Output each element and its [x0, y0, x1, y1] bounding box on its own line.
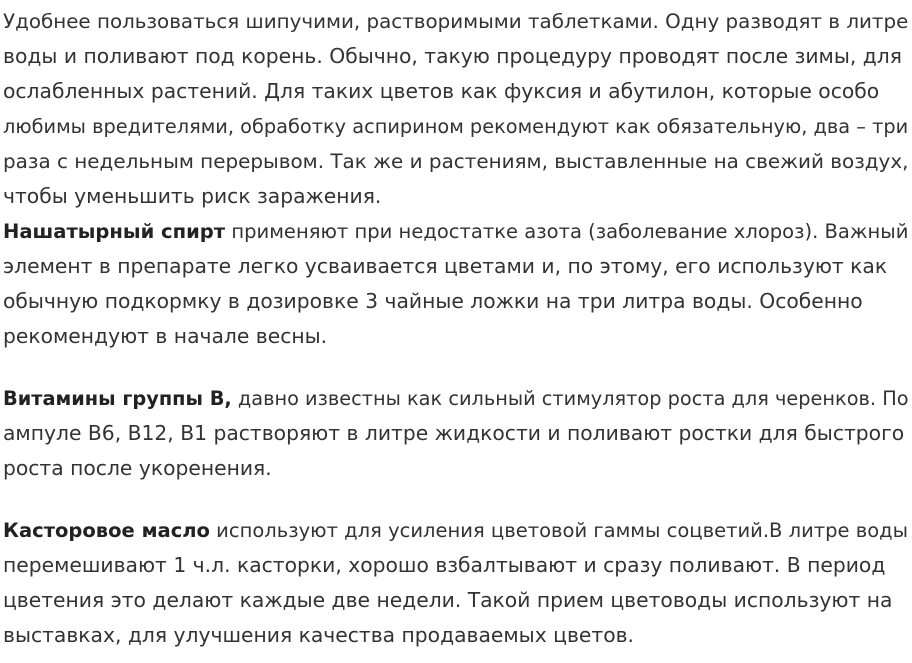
term-ammonia: Нашатырный спирт: [3, 220, 226, 243]
term-castor-oil: Касторовое масло: [3, 519, 210, 542]
term-vitamins: Витамины группы В,: [3, 387, 232, 410]
text-line: элемент в препарате легко усваивается цветами и, по этому, его используют как: [3, 254, 888, 278]
paragraph-vitamins: [3, 381, 912, 486]
text-segment: давно известны как сильный стимулятор роста для черенков. По: [231, 387, 909, 410]
text-line: обычную подкормку в дозировке 3 чайные ложки на три литра воды. Особенно: [3, 289, 863, 313]
text-line: чтобы уменьшить риск заражения.: [3, 184, 382, 208]
text-line: воды и поливают под корень. Обычно, такую процедуру проводят после зимы, для: [3, 44, 902, 68]
text-line: [3, 381, 912, 416]
text-line: любимы вредителями, обработку аспирином рекомендуют как обязательную, два – три: [3, 115, 909, 138]
text-line: ампуле В6, В12, В1 растворяют в литре жидкости и поливают ростки для быстрого: [3, 421, 905, 445]
text-line: раза с недельным перерывом. Так же и растениям, выставленные на свежий воздух,: [3, 150, 909, 173]
text-segment: используют для усиления цветовой гаммы соцветий.В литре воды: [209, 519, 909, 542]
paragraph-ammonia: [3, 214, 912, 354]
text-line: роста после укоренения.: [3, 456, 272, 480]
text-line: [3, 214, 912, 249]
text-line: рекомендуют в начале весны.: [3, 324, 328, 348]
text-line: перемешивают 1 ч.л. касторки, хорошо взбалтывают и сразу поливают. В период: [3, 553, 886, 577]
text-line: ослабленных растений. Для таких цветов как фуксия и абутилон, которые особо: [3, 79, 880, 103]
text-line: [3, 513, 912, 548]
text-segment: применяют при недостатке азота (заболевание хлороз). Важный: [225, 220, 909, 243]
text-line: цветения это делают каждые две недели. Такой прием цветоводы используют на: [3, 588, 893, 612]
paragraph-aspirin: [3, 4, 912, 214]
text-line: Удобнее пользоваться шипучими, растворимыми таблетками. Одну разводят в литре: [3, 10, 909, 33]
paragraph-castor-oil: [3, 513, 912, 653]
text-line: выставках, для улучшения качества продаваемых цветов.: [3, 623, 634, 647]
